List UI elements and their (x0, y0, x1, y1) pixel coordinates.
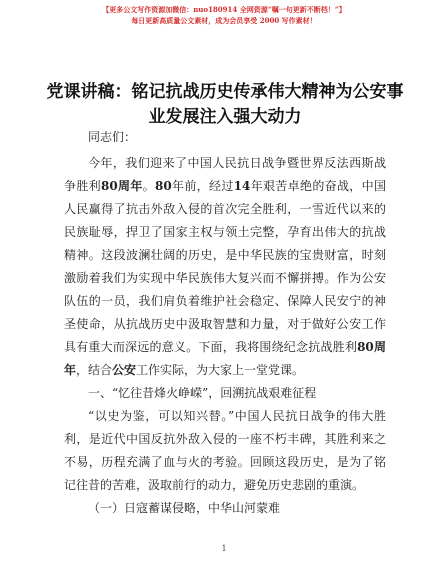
paragraph-intro (64, 152, 386, 382)
bold-run: 80周年 (100, 179, 143, 193)
salutation: 同志们： (88, 130, 137, 144)
text-run: 工作实际，为大家上一堂党课。 (136, 363, 305, 377)
text-run: ，结合 (76, 363, 113, 377)
subsection-heading: （一）日寇蓄谋侵略，中华山河蒙难 (88, 501, 281, 515)
promo-banner (0, 4, 448, 26)
text-run: 。 (142, 179, 155, 193)
section-heading: 一、“忆往昔烽火峥嵘”，回溯抗战艰难征程 (88, 386, 317, 400)
bold-run: 80 (155, 179, 172, 193)
bold-run: 80周年 (64, 340, 386, 377)
text-run: 今年，我们迎来了中国人民抗日战争暨世界反法西斯战争胜利 (64, 156, 386, 193)
text-run: 年艰苦卓绝的奋战，中国人民赢得了抗击外敌入侵的首次完全胜利，一雪近代以来的民族耻辱，捍卫了国家主权与领土完整，孕育出伟大的抗战精神。这段波澜壮阔的历史，是中华民族的宝贵财富，时刻激励着我们为实现中华民族伟大复兴而不懈拼搏。作为公安队伍的一员，我们肩负着维护社会稳定、保障人民安宁的神圣使命，从抗战历史中汲取智慧和力量，对于做好公安工作具有重大而深远的意义。下面，我将围绕纪念抗战胜利 (64, 179, 386, 354)
document-title: 党课讲稿：铭记抗战历史传承伟大精神为公安事业发展注入强大动力 (46, 82, 404, 127)
paragraph-section-1: “以史为鉴，可以知兴替。”中国人民抗日战争的伟大胜利，是近代中国反抗外敌入侵的一座不朽丰碑，其胜利来之不易，历程充满了血与火的考验。回顾这段历史，是为了铭记往昔的苦难，汲取前行的动力，避免历史悲剧的重演。 (64, 409, 386, 492)
text-run: 年前，经过 (171, 179, 234, 193)
document-body (64, 126, 386, 520)
bold-run: 公安 (112, 363, 137, 377)
bold-run: 14 (233, 179, 251, 193)
promo-line-1: 【更多公文写作资源加微信：nuo180914 全网资源“嘱一句更新不断档！”】 (102, 5, 346, 14)
promo-line-2: 每日更新高质量公文素材，成为会员享受 2000 写作素材！ (131, 16, 317, 25)
page-number: 1 (221, 544, 227, 553)
